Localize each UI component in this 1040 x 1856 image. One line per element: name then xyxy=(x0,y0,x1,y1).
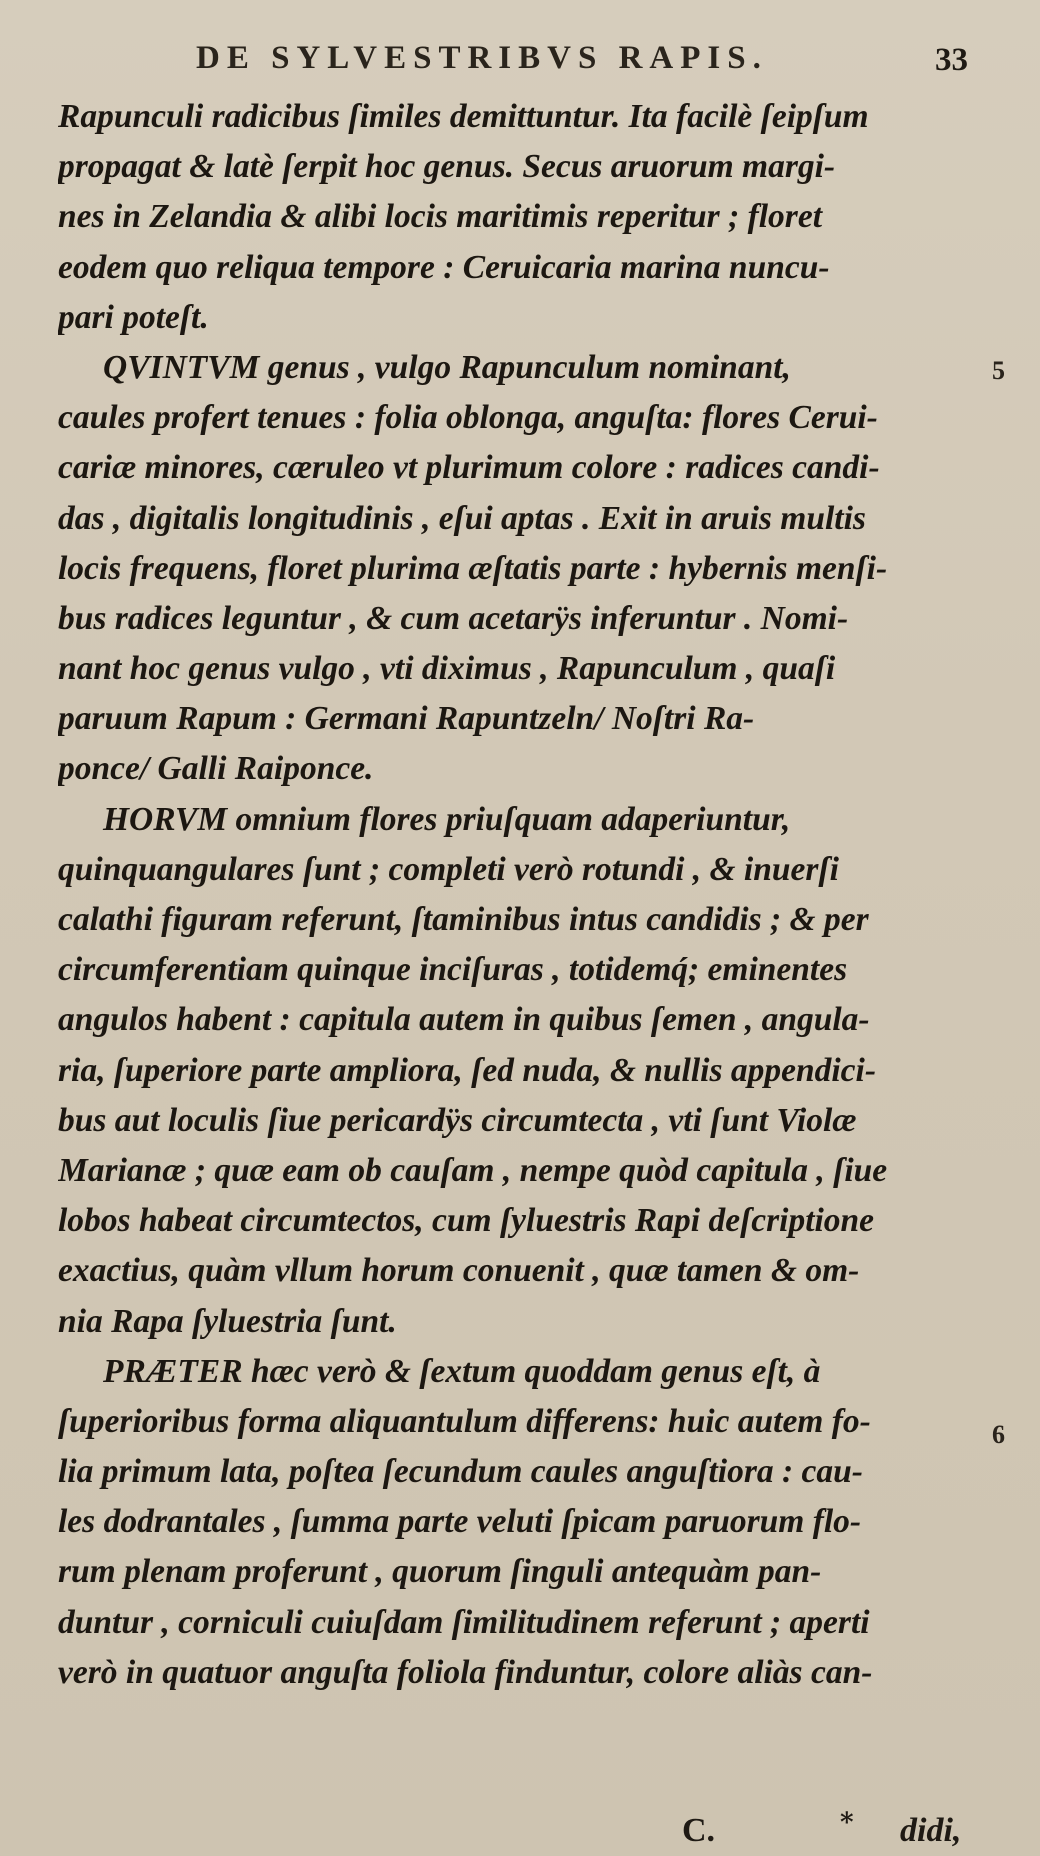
text-line: ſuperioribus forma aliquantulum differens: huic autem fo- xyxy=(58,1402,871,1440)
catchword: didi, xyxy=(900,1812,962,1849)
text-line: verò in quatuor anguſta foliola finduntur, colore aliàs can- xyxy=(58,1653,873,1691)
signature-mark: C. xyxy=(682,1812,716,1849)
text-line: nant hoc genus vulgo , vti diximus , Rapunculum , quaſi xyxy=(58,650,836,688)
text-line: angulos habent : capitula autem in quibus ſemen , angula- xyxy=(58,1001,870,1039)
text-line: Rapunculi radicibus ſimiles demittuntur. Ita facilè ſeipſum xyxy=(58,98,869,135)
text-line: nia Rapa ſyluestria ſunt. xyxy=(58,1302,397,1340)
text-line: QVINTVM genus , vulgo Rapunculum nominant, xyxy=(103,348,791,386)
text-line: HORVM omnium flores priuſquam adaperiuntur, xyxy=(103,800,791,838)
text-line: paruum Rapum : Germani Rapuntzeln/ Noſtri Ra- xyxy=(58,700,755,738)
text-line: quinquangulares ſunt ; completi verò rotundi , & inuerſi xyxy=(58,850,839,888)
text-line: duntur , corniculi cuiuſdam ſimilitudinem referunt ; aperti xyxy=(58,1603,870,1641)
text-line: ria, ſuperiore parte ampliora, ſed nuda, & nullis appendici- xyxy=(58,1051,877,1089)
text-line: locis frequens, floret plurima æſtatis parte : hybernis menſi- xyxy=(58,549,888,587)
running-head-title: DE SYLVESTRIBVS RAPIS. xyxy=(196,40,768,76)
star-mark: * xyxy=(840,1808,854,1838)
text-line: eodem quo reliqua tempore : Ceruicaria marina nuncu- xyxy=(58,248,830,286)
text-line: Marianæ ; quæ eam ob cauſam , nempe quòd capitula , ſiue xyxy=(58,1151,888,1189)
text-line: exactius, quàm vllum horum conuenit , quæ tamen & om- xyxy=(58,1252,860,1290)
text-line: calathi figuram referunt, ſtaminibus intus candidis ; & per xyxy=(58,901,869,938)
text-line: PRÆTER hæc verò & ſextum quoddam genus eſt, à xyxy=(103,1352,821,1390)
text-line: cariæ minores, cæruleo vt plurimum colore : radices candi- xyxy=(58,449,880,487)
text-line: ponce/ Galli Raiponce. xyxy=(58,750,374,788)
text-line: pari poteſt. xyxy=(58,298,209,336)
text-line: caules profert tenues : folia oblonga, anguſta: flores Cerui- xyxy=(58,399,878,437)
text-line: das , digitalis longitudinis , eſui aptas . Exit in aruis multis xyxy=(58,499,866,537)
text-line: les dodrantales , ſumma parte veluti ſpicam paruorum flo- xyxy=(58,1503,862,1541)
margin-number-5: 5 xyxy=(992,356,1005,385)
text-line: lia primum lata, poſtea ſecundum caules anguſtiora : cau- xyxy=(58,1453,863,1491)
text-line: propagat & latè ſerpit hoc genus. Secus aruorum margi- xyxy=(58,148,836,186)
text-line: circumferentiam quinque inciſuras , totidemq́; eminentes xyxy=(58,951,848,989)
text-line: rum plenam proferunt , quorum ſinguli antequàm pan- xyxy=(58,1553,822,1591)
text-line: nes in Zelandia & alibi locis maritimis reperitur ; floret xyxy=(58,198,823,236)
text-line: bus aut loculis ſiue pericardÿs circumtecta , vti ſunt Violæ xyxy=(58,1101,857,1139)
page-number: 33 xyxy=(935,42,968,78)
text-line: lobos habeat circumtectos, cum ſyluestris Rapi deſcriptione xyxy=(58,1202,875,1240)
margin-number-6: 6 xyxy=(992,1420,1005,1449)
text-line: bus radices leguntur , & cum acetarÿs inferuntur . Nomi- xyxy=(58,599,849,637)
body-text xyxy=(58,92,978,1698)
running-head xyxy=(0,40,1040,90)
